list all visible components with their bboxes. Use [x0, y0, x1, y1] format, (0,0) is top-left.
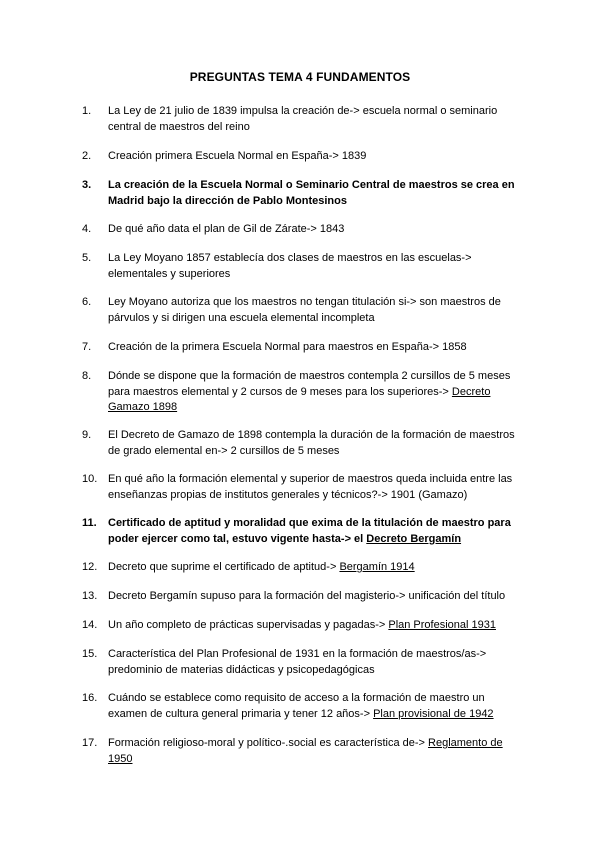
- question-link[interactable]: Reglamento de 1950: [108, 737, 503, 765]
- question-item: [82, 149, 522, 165]
- question-item: [82, 618, 522, 634]
- question-number: 8.: [82, 370, 92, 382]
- question-number: 3.: [82, 179, 92, 191]
- question-text: Característica del Plan Profesional de 1931 en la formación de maestros/as-> predominio de materias didácticas y psicopedagógicas: [108, 648, 487, 676]
- question-number: 5.: [82, 252, 92, 264]
- question-text: Ley Moyano autoriza que los maestros no tengan titulación si-> son maestros de párvulos y si dirigen una escuela elemental incompleta: [108, 296, 501, 324]
- question-number: 16.: [82, 692, 98, 704]
- question-text: La creación de la Escuela Normal o Seminario Central de maestros se crea en Madrid bajo la dirección de Pablo Montesinos: [108, 179, 515, 207]
- question-text: Decreto que suprime el certificado de aptitud-> Bergamín 1914: [108, 561, 415, 573]
- question-item: [82, 472, 522, 503]
- question-item: [82, 736, 522, 767]
- question-text: Certificado de aptitud y moralidad que exima de la titulación de maestro para poder ejercer como tal, estuvo vigente hasta-> el Decreto Bergamín: [108, 517, 511, 545]
- question-text: De qué año data el plan de Gil de Zárate-> 1843: [108, 223, 345, 235]
- question-item: [82, 251, 522, 282]
- question-text: La Ley de 21 julio de 1839 impulsa la creación de-> escuela normal o seminario central de maestros del reino: [108, 105, 498, 133]
- question-text: El Decreto de Gamazo de 1898 contempla la duración de la formación de maestros de grado elemental en-> 2 cursillos de 5 meses: [108, 429, 515, 457]
- question-number: 11.: [82, 517, 97, 529]
- question-text: Un año completo de prácticas supervisadas y pagadas-> Plan Profesional 1931: [108, 619, 496, 631]
- question-number: 10.: [82, 473, 98, 485]
- question-number: 7.: [82, 341, 92, 353]
- question-number: 2.: [82, 150, 92, 162]
- question-number: 15.: [82, 648, 98, 660]
- question-text: Decreto Bergamín supuso para la formación del magisterio-> unificación del título: [108, 590, 506, 602]
- question-text: En qué año la formación elemental y superior de maestros queda incluida entre las enseñanzas propias de institutos generales y técnicos?-> 1901 (Gamazo): [108, 473, 513, 501]
- question-number: 6.: [82, 296, 92, 308]
- question-number: 1.: [82, 105, 92, 117]
- question-link[interactable]: Plan provisional de 1942: [373, 707, 494, 720]
- page-title: PREGUNTAS TEMA 4 FUNDAMENTOS: [189, 70, 411, 84]
- question-link[interactable]: Bergamín 1914: [339, 561, 415, 573]
- question-item: [82, 516, 522, 547]
- question-item: [82, 104, 522, 135]
- question-text: Creación primera Escuela Normal en España-> 1839: [108, 150, 367, 162]
- question-text: Creación de la primera Escuela Normal para maestros en España-> 1858: [108, 341, 467, 353]
- question-item: [82, 178, 522, 209]
- question-item: [82, 647, 522, 678]
- question-link[interactable]: Plan Profesional 1931: [388, 619, 496, 631]
- question-text: Dónde se dispone que la formación de maestros contempla 2 cursillos de 5 meses para maestros elemental y 2 cursos de 9 meses para los superiores-> Decreto Gamazo 1898: [108, 370, 511, 413]
- question-number: 9.: [82, 429, 92, 441]
- question-item: [82, 295, 522, 326]
- question-item: [82, 340, 522, 356]
- question-text: La Ley Moyano 1857 establecía dos clases de maestros en las escuelas-> elementales y superiores: [108, 252, 472, 280]
- question-item: [82, 222, 522, 238]
- question-item: [82, 560, 522, 576]
- question-item: [82, 428, 522, 459]
- question-number: 14.: [82, 619, 98, 631]
- question-number: 17.: [82, 737, 98, 749]
- question-item: [82, 589, 522, 605]
- question-text: Cuándo se establece como requisito de acceso a la formación de maestro un examen de cultura general primaria y tener 12 años-> Plan provisional de 1942: [108, 692, 494, 720]
- question-text: Formación religioso-moral y político-.social es característica de-> Reglamento de 1950: [108, 737, 503, 765]
- question-number: 12.: [82, 561, 98, 573]
- question-number: 13.: [82, 590, 98, 602]
- question-item: [82, 369, 522, 416]
- question-item: [82, 691, 522, 722]
- question-number: 4.: [82, 223, 92, 235]
- question-link[interactable]: Decreto Gamazo 1898: [108, 385, 491, 413]
- question-link[interactable]: Decreto Bergamín: [366, 532, 462, 545]
